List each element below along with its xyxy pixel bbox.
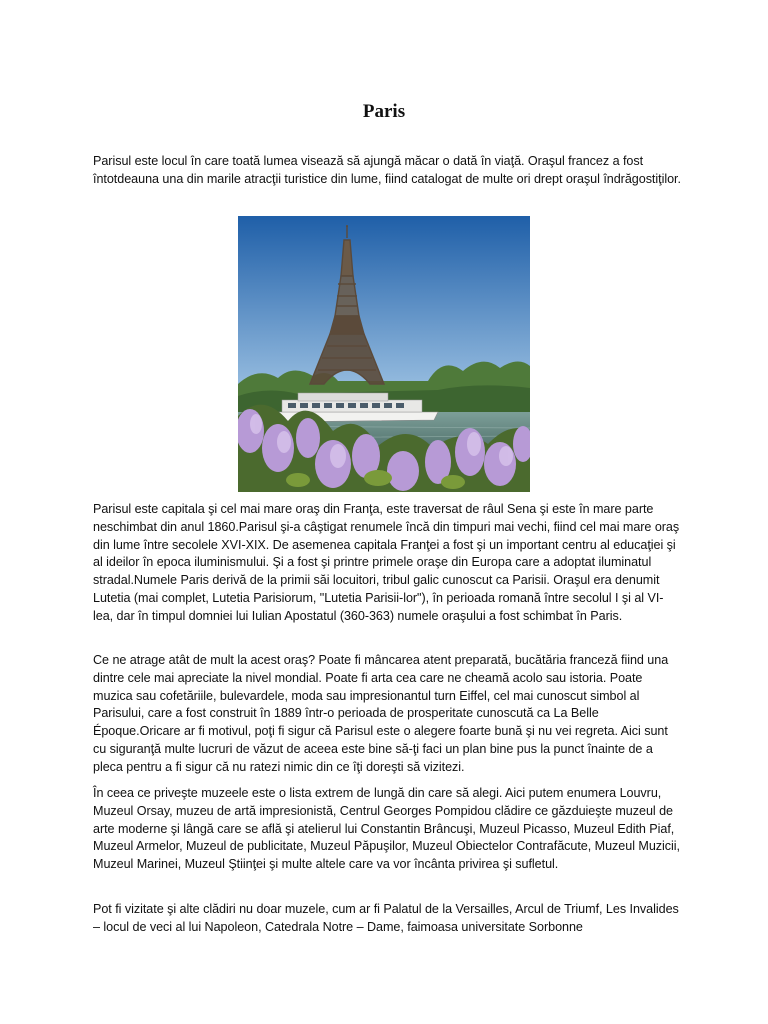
- paragraph-attractions: Ce ne atrage atât de mult la acest oraş? Poate fi mâncarea atent preparată, bucătăria franceză fiind una dintre cele mai apreciate la nivel mondial. Poate fi arta cea care ne cheamă acolo sau istoria. Poate muzica sau cofetăriile, bulevardele, moda sau impresionantul turn Eiffel, cel mai cunoscut simbol al Parisului, care a fost construit în 1889 într-o perioada de prosperitate cunoscută ca La Belle Époque.Oricare ar fi motivul, poţi fi sigur că Parisul este o alegere foarte bună şi nu vei regreta. Aici sunt cu siguranţă multe lucruri de văzut de aceea este bine să-ţi faci un plan bine pus la punct înainte de a pleca pentru a fi sigur că nu ratezi nimic din ce îţi doreşti să vizitezi.: [93, 653, 669, 774]
- paragraph-museums: În ceea ce priveşte muzeele este o lista extrem de lungă din care să alegi. Aici putem enumera Louvru, Muzeul Orsay, muzeu de artă impresionistă, Centrul Georges Pompidou clădire ce găzduieşte muzeul de arte moderne şi lângă care se află şi atelierul lui Constantin Brâncuşi, Muzeul Picasso, Muzeul Edith Piaf, Muzeul Armelor, Muzeul de publicitate, Muzeul Păpuşilor, Muzeul Obiectelor Contrafăcute, Muzeul Muzicii, Muzeul Marinei, Muzeul Ştiinţei şi multe altele care va vor încânta privirea şi sufletul.: [93, 786, 680, 872]
- paragraph-history: Parisul este capitala şi cel mai mare oraş din Franţa, este traversat de râul Sena şi este în mare parte neschimbat din anul 1860.Parisul şi-a câştigat renumele încă din timpuri mai vechi, fiind cel mai mare oraş din lume între secolele XVI-XIX. De asemenea capitala Franţei a fost şi un important centru al educaţiei şi al ideilor în epoca iluminismului. Şi a fost şi printre primele oraşe din Europa care a adoptat iluminatul stradal.Numele Paris derivă de la primii săi locuitori, tribul galic cunoscut ca Parisii. Oraşul era denumit Lutetia (mai complet, Lutetia Parisiorum, "Lutetia Parisii-lor"), în perioada romană între secolul I şi al VI-lea, dar în timpul domniei lui Iulian Apostatul (360-363) numele oraşului a fost schimbat în Paris.: [93, 502, 680, 623]
- document-title: Paris: [362, 101, 406, 122]
- paragraph-intro: Parisul este locul în care toată lumea visează să ajungă măcar o dată în viaţă. Oraşul francez a fost întotdeauna una din marile atracţii turistice din lume, fiind catalogat de multe ori drept oraşul îndrăgostiţilor.: [93, 154, 681, 186]
- eiffel-tower-photo: [238, 216, 530, 492]
- paragraph-buildings: Pot fi vizitate şi alte clădiri nu doar muzele, cum ar fi Palatul de la Versailles, Arcul de Triumf, Les Invalides – locul de veci al lui Napoleon, Catedrala Notre – Dame, faimoasa universitate Sorbonne: [93, 902, 679, 934]
